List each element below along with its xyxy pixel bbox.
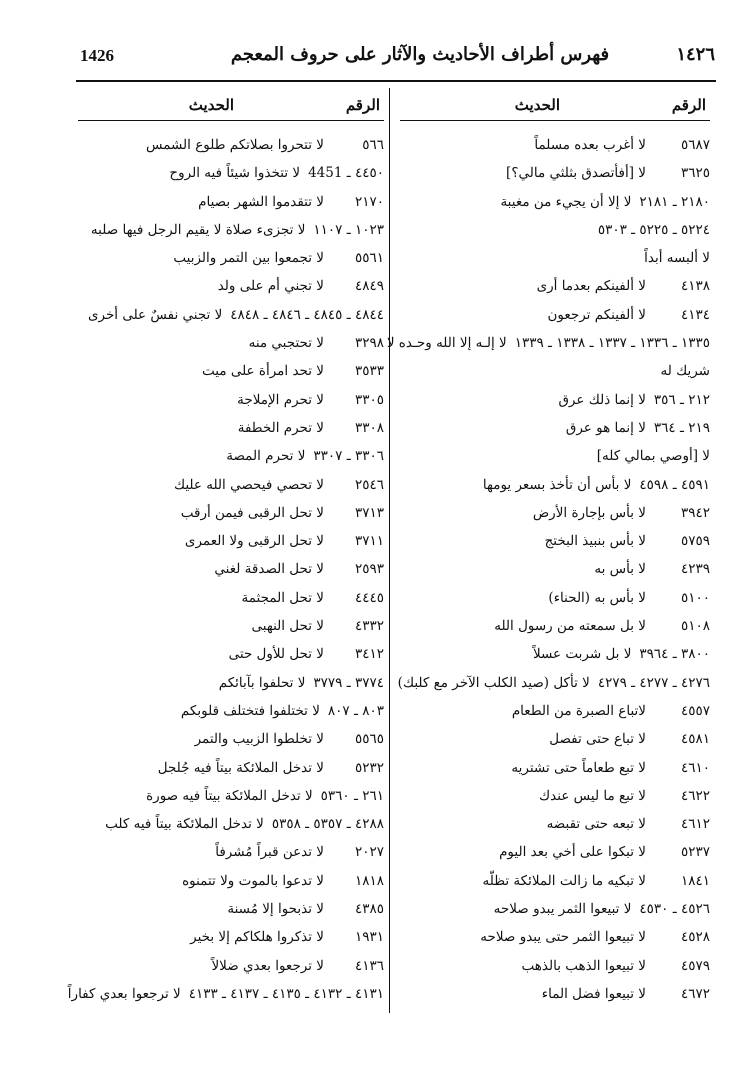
entry-text: لا تتحروا بصلاتكم طلوع الشمس <box>145 137 324 153</box>
entry-text: لا ألبسه أبداً <box>644 250 710 267</box>
entry-number: ٥١٠٠ <box>680 589 710 606</box>
index-entry <box>78 442 384 470</box>
index-entry <box>400 301 710 329</box>
index-entry <box>78 131 384 159</box>
entry-number: ١٠٢٣ ـ ١١٠٧ <box>313 221 384 238</box>
entry-number: ٤١٣٨ <box>680 278 710 295</box>
entry-text: لا بأس به <box>594 561 646 578</box>
entry-text: لا ترجعوا بعدي كفاراً <box>67 985 181 1002</box>
index-entry <box>78 867 384 895</box>
entry-number: ٢١٨٠ ـ ٢١٨١ <box>639 193 710 210</box>
entry-text: لا بأس بإجارة الأرض <box>532 504 646 521</box>
index-entry <box>400 640 710 668</box>
entry-text: لا أغرب بعده مسلماً <box>534 137 646 153</box>
index-entry <box>400 895 710 923</box>
entry-text: لا تباع حتى تفصل <box>549 731 646 748</box>
left-column-header <box>78 92 384 121</box>
entry-number: ١٣٣٥ ـ ١٣٣٦ ـ ١٣٣٧ ـ ١٣٣٨ ـ ١٣٣٩ <box>514 335 710 352</box>
entry-number: ١٩٣١ <box>354 929 384 946</box>
index-entry <box>400 499 710 527</box>
entry-number: ٤٨٤٩ <box>354 278 384 295</box>
entry-number: ٤١٣٦ <box>354 957 384 974</box>
entry-text: لا [أفأتصدق بثلثي مالي؟] <box>506 165 646 182</box>
entry-number: ٤٣٣٢ <box>354 618 384 635</box>
index-entry <box>400 527 710 555</box>
index-entry <box>400 754 710 782</box>
entry-text: لا تبكوا على أخي بعد اليوم <box>499 844 646 861</box>
entry-text: لا تحد امرأة على ميت <box>201 363 324 380</box>
index-entry <box>400 131 710 159</box>
entry-text: لا تجمعوا بين التمر والزبيب <box>173 250 324 267</box>
entry-text: لا إنما ذلك عرق <box>558 391 646 408</box>
entry-text: لا تتقدموا الشهر بصيام <box>198 193 324 210</box>
right-entries <box>386 131 710 1008</box>
entry-text: لا بأس به (الحناء) <box>548 589 646 606</box>
entry-text: لا تحرم الخطفة <box>237 419 324 436</box>
entry-text: لا بأس بنبيذ البختج <box>544 533 646 550</box>
hadith-heading: الحديث <box>188 96 234 114</box>
entry-text: لا تبعه حتى تقبضه <box>546 816 646 833</box>
index-entry <box>400 414 710 442</box>
index-entry <box>400 188 710 216</box>
entry-text: لا تبيعوا الثمر يبدو صلاحه <box>493 901 632 918</box>
index-entry <box>400 159 710 187</box>
column-divider <box>389 88 390 1013</box>
number-heading: الرقم <box>671 96 706 114</box>
entry-text: لا تختلفوا فتختلف قلوبكم <box>180 702 320 719</box>
entry-number: ٤٥٢٨ <box>680 929 710 946</box>
entry-number: ٤٥٢٦ ـ ٤٥٣٠ <box>639 901 710 918</box>
index-entry <box>400 555 710 583</box>
index-entry <box>400 782 710 810</box>
entry-number: ٢٠٢٧ <box>354 844 384 861</box>
entry-number: ٤٥٨١ <box>680 731 710 748</box>
entry-number: ٥٧٥٩ <box>680 533 710 550</box>
entry-text: لا تذكروا هلكاكم إلا بخير <box>190 929 324 946</box>
index-entry <box>78 782 384 810</box>
index-entry <box>400 867 710 895</box>
index-entry <box>386 329 710 357</box>
index-entry <box>400 923 710 951</box>
page-title: فهرس أطراف الأحاديث والآثار على حروف المعجم <box>230 44 610 65</box>
index-entry <box>78 612 384 640</box>
entry-text: لا ترجعوا بعدي ضلالاً <box>211 957 324 974</box>
entry-number: ٥٥٦٥ <box>354 731 384 748</box>
entry-text: لا تحرم المصة <box>226 448 306 465</box>
entry-number: ٢٥٤٦ <box>354 476 384 493</box>
entry-number: ٥٢٢٤ ـ ٥٢٢٥ ـ ٥٣٠٣ <box>597 221 710 238</box>
hadith-heading: الحديث <box>514 96 560 114</box>
entry-number: ٥١٠٨ <box>680 618 710 635</box>
index-entry <box>78 640 384 668</box>
entry-text: لا ألفينكم ترجعون <box>547 306 646 323</box>
index-entry <box>67 980 384 1008</box>
entry-text: لا تبيعوا الثمر حتى يبدو صلاحه <box>480 929 646 946</box>
index-entry <box>78 725 384 753</box>
entry-number: ٤٨٤٤ ـ ٤٨٤٥ ـ ٤٨٤٦ ـ ٤٨٤٨ <box>230 306 384 323</box>
entry-number: ٤٢٣٩ <box>680 561 710 578</box>
number-heading: الرقم <box>345 96 380 114</box>
entry-number: ٢١٢ ـ ٣٥٦ <box>653 391 710 408</box>
entry-text: لاتباع الصبرة من الطعام <box>511 702 646 719</box>
index-entry <box>78 216 384 244</box>
entry-number: ٢١٧٠ <box>354 193 384 210</box>
entry-text: لا تذبحوا إلا مُسنة <box>227 901 324 918</box>
entry-text: لا تحل النهبى <box>251 618 324 635</box>
entry-number: ٤٤٤٥ <box>354 589 384 606</box>
index-entry <box>78 952 384 980</box>
entry-number: ٥٦٨٧ <box>680 137 710 153</box>
entry-text: لا ألفينكم بعدما أرى <box>536 278 646 295</box>
entry-number: ٤١٣٤ <box>680 306 710 323</box>
index-entry <box>78 754 384 782</box>
index-entry <box>78 414 384 442</box>
entry-text: لا إلـه إلا الله وحـده لا <box>386 335 507 352</box>
index-entry <box>78 329 384 357</box>
entry-text: لا تجني أم على ولد <box>217 278 324 295</box>
left-entries <box>67 131 384 1008</box>
index-entry <box>78 499 384 527</box>
index-entry <box>78 923 384 951</box>
entry-text: لا تحل المجثمة <box>241 589 324 606</box>
entry-number: ٥٢٣٧ <box>680 844 710 861</box>
entry-number: ٨٠٣ ـ ٨٠٧ <box>327 702 384 719</box>
entry-number: ٤٦٧٢ <box>680 985 710 1002</box>
entry-number: ٣٤١٢ <box>354 646 384 663</box>
index-entry <box>400 952 710 980</box>
entry-number: ٤٥٥٧ <box>680 702 710 719</box>
entry-number: ٣٧٧٤ ـ ٣٧٧٩ <box>313 674 384 691</box>
index-entry <box>400 697 710 725</box>
entry-text: لا تدخل الملائكة بيتاً فيه كلب <box>105 816 264 833</box>
index-entry <box>78 244 384 272</box>
entry-text: لا تبع ما ليس عندك <box>539 787 646 804</box>
index-entry <box>78 357 384 385</box>
entry-number: ٣٣٠٥ <box>354 391 384 408</box>
right-column-header <box>400 92 710 121</box>
entry-text: لا تبيعوا فضل الماء <box>541 985 646 1002</box>
entry-number: ٥٦٦ <box>362 137 384 153</box>
entry-number: ٤٦١٢ <box>680 816 710 833</box>
index-entry <box>78 159 384 187</box>
entry-text: لا بأس أن تأخذ بسعر يومها <box>482 476 632 493</box>
entry-text: لا تحل الرقبى ولا العمرى <box>184 533 324 550</box>
entry-number: ٢٦١ ـ ٥٣٦٠ <box>320 787 384 804</box>
entry-number: ٥٢٣٢ <box>354 759 384 776</box>
entry-number: ٤٢٧٦ ـ ٤٢٧٧ ـ ٤٢٧٩ <box>597 674 710 691</box>
index-entry <box>400 272 710 300</box>
entry-number: ٣٨٠٠ ـ ٣٩٦٤ <box>639 646 710 663</box>
entry-number: ٤٦١٠ <box>680 759 710 776</box>
index-entry <box>78 386 384 414</box>
entry-number: ٤٦٢٢ <box>680 787 710 804</box>
entry-text: لا تجني نفسٌ على أخرى <box>87 306 223 323</box>
entry-text: لا تحرم الإملاجة <box>237 391 324 408</box>
entry-text: لا تبكيه ما زالت الملائكة تظلّه <box>482 872 646 889</box>
index-entry <box>400 244 710 272</box>
entry-text: لا تجزىء صلاة لا يقيم الرجل فيها صلبه <box>90 221 306 238</box>
entry-number: ٣٩٤٢ <box>680 504 710 521</box>
entry-text: لا تحصي فيحصي الله عليك <box>173 476 324 493</box>
index-entry <box>78 697 384 725</box>
index-entry <box>78 527 384 555</box>
index-entry <box>400 980 710 1008</box>
index-entry <box>400 216 710 244</box>
entry-number: ٤١٣١ ـ ٤١٣٢ ـ ٤١٣٥ ـ ٤١٣٧ ـ ٤١٣٣ <box>188 985 384 1002</box>
entry-text: لا تبع طعاماً حتى تشتريه <box>511 759 646 776</box>
entry-text: لا تتخذوا شيئاً فيه الروح <box>169 165 301 182</box>
entry-number: ٣٧١٣ <box>354 504 384 521</box>
index-entry <box>400 810 710 838</box>
entry-number: ٤٥٧٩ <box>680 957 710 974</box>
entry-number: ٣٧١١ <box>354 533 384 550</box>
entry-number: ٣٣٠٦ ـ ٣٣٠٧ <box>313 448 384 465</box>
entry-number: ٢١٩ ـ ٣٦٤ <box>653 419 710 436</box>
entry-number: ١٨١٨ <box>354 872 384 889</box>
entry-number: ٣٥٣٣ <box>354 363 384 380</box>
header-rule <box>76 80 716 82</box>
entry-text: لا تحتجبي منه <box>248 335 324 352</box>
page-number-latin: 1426 <box>80 46 114 65</box>
entry-text: لا تحلفوا بآبائكم <box>218 674 306 691</box>
index-entry <box>397 669 710 697</box>
entry-text: لا تحل الصدقة لغني <box>214 561 324 578</box>
entry-number: ٤٤٥٠ ـ 4451 <box>308 165 384 182</box>
entry-text: لا بل سمعته من رسول الله <box>494 618 646 635</box>
index-entry <box>400 584 710 612</box>
index-entry <box>78 895 384 923</box>
entry-text: لا [أوصي بمالي كله] <box>596 448 710 465</box>
index-entry <box>400 725 710 753</box>
index-entry <box>78 188 384 216</box>
index-entry <box>400 471 710 499</box>
index-entry <box>78 669 384 697</box>
entry-text: لا تدعوا بالموت ولا تتمنوه <box>182 872 324 889</box>
entry-number: ٢٥٩٣ <box>354 561 384 578</box>
entry-number: ٣٦٢٥ <box>680 165 710 182</box>
index-entry <box>78 584 384 612</box>
entry-text: لا تدعن قبراً مُشرفاً <box>215 844 324 861</box>
page-number-arabic: ١٤٢٦ <box>676 44 715 65</box>
index-entry <box>78 838 384 866</box>
entry-number: ٤٢٨٨ ـ ٥٣٥٧ ـ ٥٣٥٨ <box>271 816 384 833</box>
entry-number: ٣٢٩٨ <box>354 335 384 352</box>
index-entry <box>78 555 384 583</box>
entry-text: لا تحل الرقبى فيمن أرقب <box>180 504 324 521</box>
entry-text: لا تأكل (صيد الكلب الآخر مع كلبك) <box>397 674 590 691</box>
index-entry <box>78 471 384 499</box>
index-entry <box>78 272 384 300</box>
index-entry <box>400 838 710 866</box>
entry-number: ٤٥٩١ ـ ٤٥٩٨ <box>639 476 710 493</box>
index-entry <box>400 612 710 640</box>
entry-text: لا بل شربت عسلاً <box>532 646 632 663</box>
index-entry <box>400 357 710 385</box>
entry-text: لا تدخل الملائكة بيتاً فيه جُلجل <box>157 759 324 776</box>
entry-text: لا تحل للأول حتى <box>228 646 324 663</box>
entry-text: لا تخلطوا الزبيب والتمر <box>194 731 324 748</box>
index-entry <box>78 301 384 329</box>
entry-number: ١٨٤١ <box>680 872 710 889</box>
entry-number: ٥٥٦١ <box>354 250 384 267</box>
entry-text: لا تدخل الملائكة بيتاً فيه صورة <box>146 787 313 804</box>
index-entry <box>400 442 710 470</box>
entry-text: لا تبيعوا الذهب بالذهب <box>521 957 646 974</box>
index-entry <box>400 386 710 414</box>
left-column <box>67 92 384 1008</box>
entry-number: ٤٣٨٥ <box>354 901 384 918</box>
index-entry <box>78 810 384 838</box>
right-column <box>386 92 710 1008</box>
entry-text: شريك له <box>660 363 710 380</box>
entry-text: لا إلا أن يجيء من مغيبة <box>500 193 632 210</box>
page-header <box>0 38 755 78</box>
entry-number: ٣٣٠٨ <box>354 419 384 436</box>
entry-text: لا إنما هو عرق <box>565 419 646 436</box>
